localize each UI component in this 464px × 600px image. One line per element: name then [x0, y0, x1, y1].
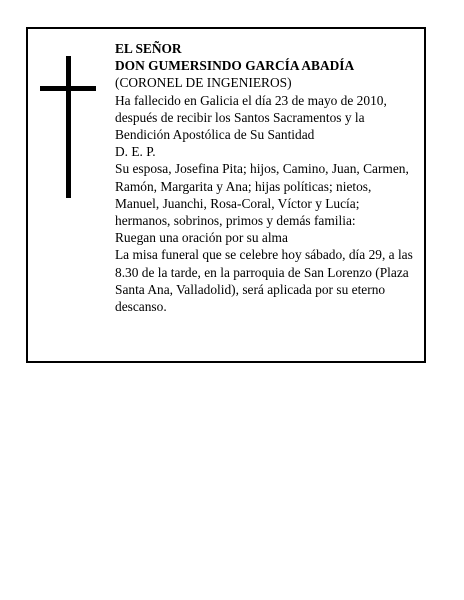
family-line: Ramón, Margarita y Ana; hijas políticas; nietos, [115, 178, 372, 194]
deceased-rank: (CORONEL DE INGENIEROS) [115, 75, 292, 91]
deceased-name: DON GUMERSINDO GARCÍA ABADÍA [115, 58, 355, 74]
cross-icon [40, 56, 96, 198]
rip-text: D. E. P. [115, 144, 156, 160]
notice-title: EL SEÑOR [115, 41, 182, 56]
mass-line: La misa funeral que se celebre hoy sábado, día 29, a las [115, 247, 413, 263]
death-line: después de recibir los Santos Sacramentos y la [115, 109, 365, 125]
mass-line: Santa Ana, Valladolid), será aplicada por su eterno [115, 281, 386, 297]
family-line: Su esposa, Josefina Pita; hijos, Camino, Juan, Carmen, [115, 161, 409, 177]
obituary-notice [26, 27, 426, 363]
cross-vertical-bar [66, 56, 71, 198]
mass-line: 8.30 de la tarde, en la parroquia de San Lorenzo (Plaza [115, 264, 409, 280]
prayer-request: Ruegan una oración por su alma [115, 230, 288, 246]
notice-text [115, 40, 421, 315]
family-line: hermanos, sobrinos, primos y demás familia: [115, 213, 356, 229]
death-line: Ha fallecido en Galicia el día 23 de mayo de 2010, [115, 92, 387, 108]
family-line: Manuel, Juanchi, Rosa-Coral, Víctor y Lucía; [115, 195, 360, 211]
mass-line: descanso. [115, 299, 167, 315]
cross-horizontal-bar [40, 86, 96, 91]
death-line: Bendición Apostólica de Su Santidad [115, 127, 315, 143]
